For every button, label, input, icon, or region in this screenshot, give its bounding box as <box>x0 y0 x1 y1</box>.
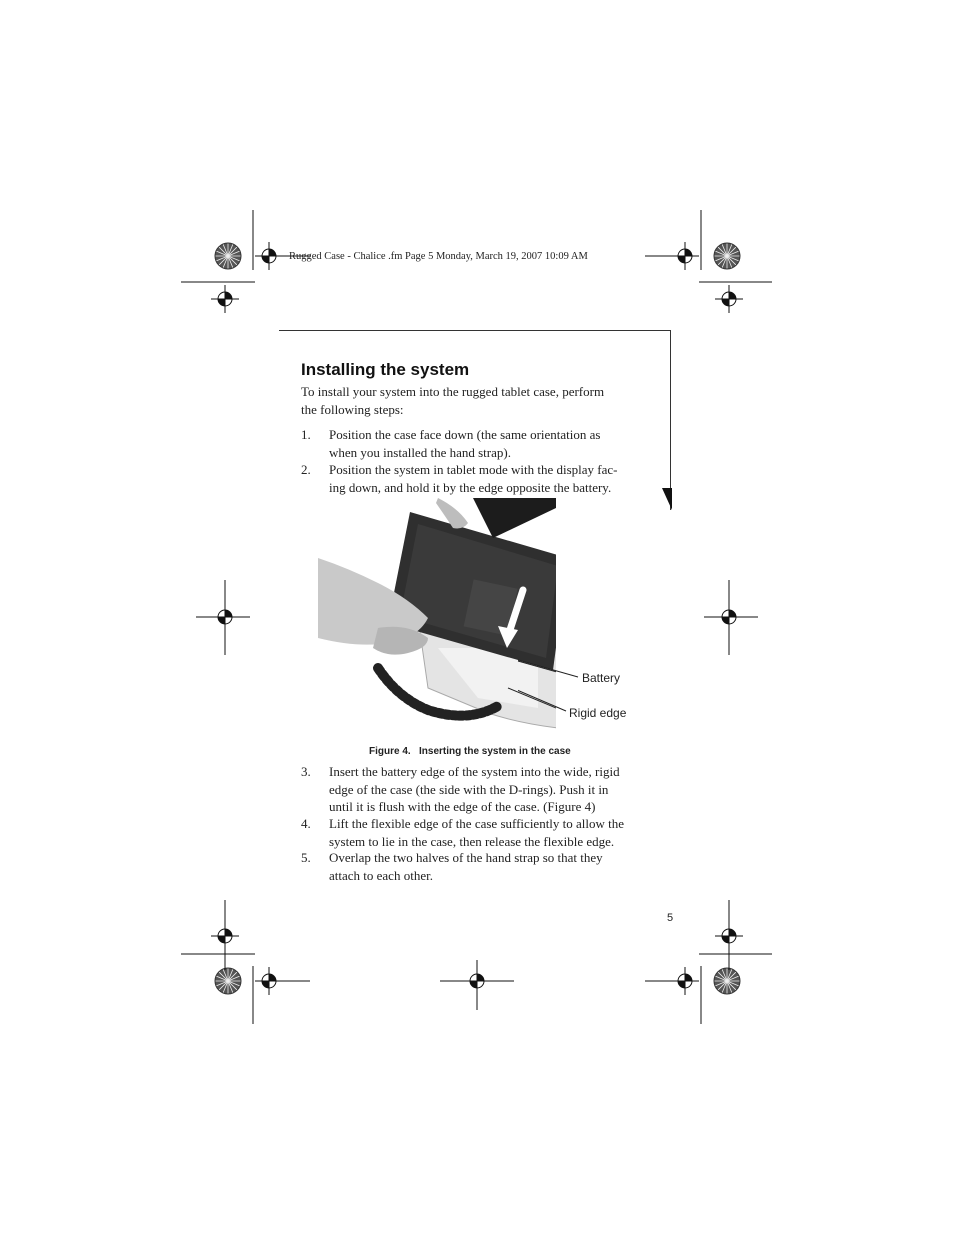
step-line: Position the system in tablet mode with the display fac- <box>329 462 618 477</box>
header-rule <box>279 330 671 331</box>
step-line: until it is flush with the edge of the case. (Figure 4) <box>329 799 596 814</box>
list-item <box>301 815 646 851</box>
step-number: 2. <box>301 462 311 477</box>
step-number: 3. <box>301 764 311 779</box>
intro-line: the following steps: <box>301 401 404 417</box>
list-item <box>301 763 646 817</box>
step-line: Insert the battery edge of the system into the wide, rigid <box>329 764 620 779</box>
callout-battery: Battery <box>582 671 621 685</box>
intro-paragraph <box>301 383 646 418</box>
step-line: edge of the case (the side with the D-rings). Push it in <box>329 781 609 797</box>
step-line: system to lie in the case, then release the flexible edge. <box>329 833 615 849</box>
step-line: Position the case face down (the same orientation as <box>329 427 601 442</box>
step-line: attach to each other. <box>329 867 433 883</box>
print-slug: Rugged Case - Chalice .fm Page 5 Monday, March 19, 2007 10:09 AM <box>289 251 588 262</box>
color-bar-star-top-right <box>714 243 740 269</box>
figure-caption: Figure 4. Inserting the system in the case <box>369 746 571 757</box>
step-line: ing down, and hold it by the edge opposite the battery. <box>329 479 612 495</box>
step-number: 4. <box>301 816 311 831</box>
step-number: 5. <box>301 850 311 865</box>
list-item <box>301 849 646 885</box>
list-item <box>301 426 646 462</box>
color-bar-star-top-left <box>215 243 241 269</box>
color-bar-star-bottom-left <box>215 968 241 994</box>
step-line: Overlap the two halves of the hand strap so that they <box>329 850 603 865</box>
margin-rule <box>670 330 671 510</box>
step-line: Lift the flexible edge of the case sufficiently to allow the <box>329 816 625 831</box>
step-number: 1. <box>301 427 311 442</box>
page-number: 5 <box>667 912 674 924</box>
chapter-tab-marker <box>662 488 672 510</box>
callout-rigid-edge: Rigid edge <box>569 706 627 720</box>
step-line: when you installed the hand strap). <box>329 444 511 460</box>
intro-line: To install your system into the rugged tablet case, perform <box>301 384 605 399</box>
list-item <box>301 461 646 497</box>
section-heading: Installing the system <box>301 360 470 379</box>
color-bar-star-bottom-right <box>714 968 740 994</box>
